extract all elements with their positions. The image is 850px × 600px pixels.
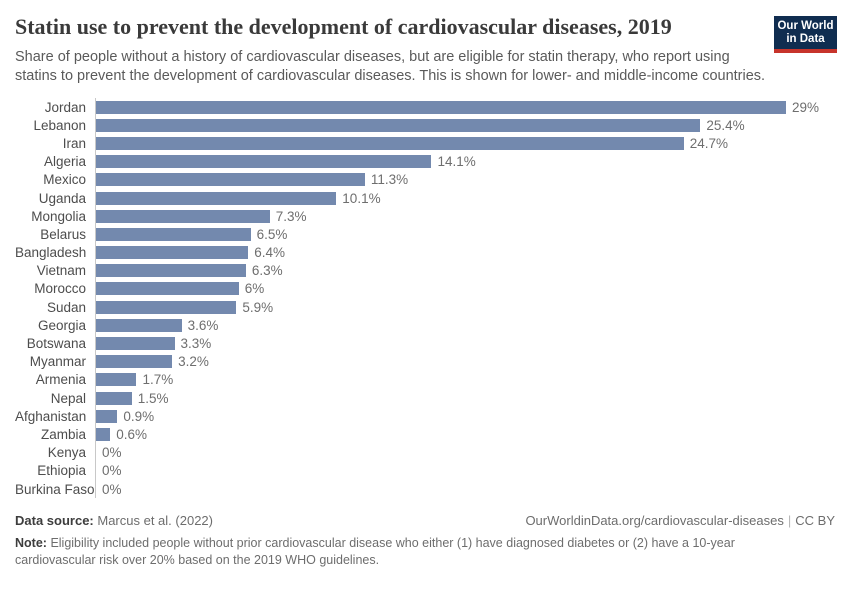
- country-label: Afghanistan: [15, 408, 87, 424]
- bar-track: [95, 444, 835, 462]
- value-label: 6.4%: [254, 245, 286, 261]
- value-label: 6.5%: [256, 226, 288, 242]
- country-label: Myanmar: [29, 354, 86, 370]
- owid-logo-line2: in Data: [786, 33, 825, 45]
- chart-row: [15, 153, 835, 171]
- owid-logo[interactable]: [774, 16, 837, 53]
- bar[interactable]: [96, 210, 270, 223]
- data-source: [15, 513, 213, 528]
- chart-title: Statin use to prevent the development of cardiovascular diseases, 2019: [15, 14, 672, 39]
- chart-row: [15, 280, 835, 298]
- bar[interactable]: [96, 337, 175, 350]
- chart-row: [15, 207, 835, 225]
- bar[interactable]: [96, 246, 248, 259]
- chart-row: [15, 407, 835, 425]
- country-label: Algeria: [43, 154, 86, 170]
- country-label: Mexico: [43, 172, 86, 188]
- country-label: Burkina Faso: [15, 481, 95, 497]
- bar[interactable]: [96, 119, 700, 132]
- chart-row: [15, 444, 835, 462]
- country-label: Botswana: [26, 336, 86, 352]
- bar[interactable]: [96, 101, 786, 114]
- chart-row: [15, 189, 835, 207]
- bar-track: [95, 262, 835, 280]
- chart-row: [15, 171, 835, 189]
- country-label: Uganda: [38, 190, 86, 206]
- value-label: 0%: [102, 445, 122, 461]
- chart-row: [15, 244, 835, 262]
- value-label: 3.2%: [178, 354, 209, 370]
- bar[interactable]: [96, 392, 132, 405]
- bar[interactable]: [96, 173, 365, 186]
- country-label: Sudan: [46, 299, 86, 315]
- country-label: Nepal: [50, 390, 86, 406]
- bar[interactable]: [96, 301, 236, 314]
- value-label: 0.6%: [116, 426, 148, 442]
- country-label: Armenia: [35, 372, 86, 388]
- bar-track: [95, 425, 835, 443]
- value-label: 1.5%: [137, 390, 169, 406]
- bar-track: [95, 280, 835, 298]
- value-label: 14.1%: [437, 154, 476, 170]
- chart-row: [15, 462, 835, 480]
- note-text: Eligibility included people without prior cardiovascular disease who either (1) have diagnosed diabetes or (2) have a 10-year cardiovascular risk over 20% based on the 2019 WHO guidelines.: [15, 536, 735, 567]
- citation-url[interactable]: OurWorldinData.org/cardiovascular-diseases: [525, 513, 784, 529]
- license-link[interactable]: CC BY: [795, 513, 835, 529]
- chart-row: [15, 298, 835, 316]
- value-label: 0.9%: [123, 408, 155, 424]
- country-label: Mongolia: [31, 208, 86, 224]
- country-label: Vietnam: [36, 263, 86, 279]
- chart-note: [15, 535, 777, 568]
- chart-row: [15, 316, 835, 334]
- bar-chart: [15, 98, 835, 498]
- bar-track: [95, 116, 835, 134]
- value-label: 10.1%: [342, 190, 381, 206]
- bar-track: [95, 207, 835, 225]
- owid-logo-line1: Our World: [777, 20, 834, 32]
- bar-track: [95, 134, 835, 152]
- bar-track: [95, 480, 835, 498]
- chart-subtitle: Share of people without a history of cardiovascular diseases, but are eligible for statin therapy, who report using statins to prevent the development of cardiovascular diseases. This is shown for lower- and middle-income countries.: [15, 49, 766, 84]
- value-label: 3.6%: [187, 317, 219, 333]
- country-label: Kenya: [47, 445, 86, 461]
- value-label: 24.7%: [689, 135, 728, 151]
- bar-track: [95, 353, 835, 371]
- value-label: 6.3%: [251, 263, 283, 279]
- bar[interactable]: [96, 228, 251, 241]
- value-label: 0%: [102, 481, 122, 497]
- country-label: Ethiopia: [37, 463, 86, 479]
- source-row: [15, 513, 835, 528]
- country-label: Lebanon: [33, 117, 86, 133]
- value-label: 1.7%: [142, 372, 174, 388]
- bar-track: [95, 153, 835, 171]
- chart-row: [15, 116, 835, 134]
- data-source-label: Data source:: [15, 513, 94, 529]
- bar-track: [95, 407, 835, 425]
- bar[interactable]: [96, 155, 431, 168]
- country-label: Jordan: [44, 99, 86, 115]
- bar-track: [95, 316, 835, 334]
- chart-row: [15, 334, 835, 352]
- chart-row: [15, 389, 835, 407]
- chart-row: [15, 353, 835, 371]
- country-label: Bangladesh: [15, 245, 87, 261]
- data-source-value: Marcus et al. (2022): [97, 513, 213, 529]
- chart-row: [15, 425, 835, 443]
- value-label: 7.3%: [275, 208, 307, 224]
- bar-track: [95, 298, 835, 316]
- value-label: 0%: [102, 463, 122, 479]
- bar[interactable]: [96, 373, 136, 386]
- bar-track: [95, 189, 835, 207]
- bar-track: [95, 171, 835, 189]
- chart-header: [0, 0, 850, 85]
- citation-separator: |: [787, 513, 792, 529]
- value-label: 3.3%: [180, 336, 212, 352]
- bar-track: [95, 334, 835, 352]
- chart-row: [15, 371, 835, 389]
- country-label: Zambia: [40, 426, 86, 442]
- chart-row: [15, 134, 835, 152]
- bar-track: [95, 98, 835, 116]
- bar[interactable]: [96, 264, 246, 277]
- bar[interactable]: [96, 319, 182, 332]
- chart-row: [15, 225, 835, 243]
- country-label: Georgia: [37, 317, 86, 333]
- chart-row: [15, 480, 835, 498]
- bar[interactable]: [96, 428, 110, 441]
- citation: [525, 513, 835, 528]
- bar-track: [95, 462, 835, 480]
- bar[interactable]: [96, 282, 239, 295]
- country-label: Morocco: [34, 281, 86, 297]
- value-label: 6%: [244, 281, 265, 297]
- bar[interactable]: [96, 410, 117, 423]
- value-label: 11.3%: [370, 172, 409, 188]
- bar[interactable]: [96, 192, 336, 205]
- value-label: 25.4%: [706, 117, 745, 133]
- country-label: Belarus: [40, 226, 86, 242]
- chart-row: [15, 98, 835, 116]
- bar-track: [95, 244, 835, 262]
- bar[interactable]: [96, 355, 172, 368]
- bar[interactable]: [96, 137, 684, 150]
- chart-footer: [15, 513, 835, 568]
- country-label: Iran: [62, 135, 86, 151]
- value-label: 5.9%: [242, 299, 274, 315]
- value-label: 29%: [792, 99, 820, 115]
- note-label: Note:: [15, 536, 47, 551]
- bar-track: [95, 371, 835, 389]
- chart-row: [15, 262, 835, 280]
- bar-track: [95, 389, 835, 407]
- bar-track: [95, 225, 835, 243]
